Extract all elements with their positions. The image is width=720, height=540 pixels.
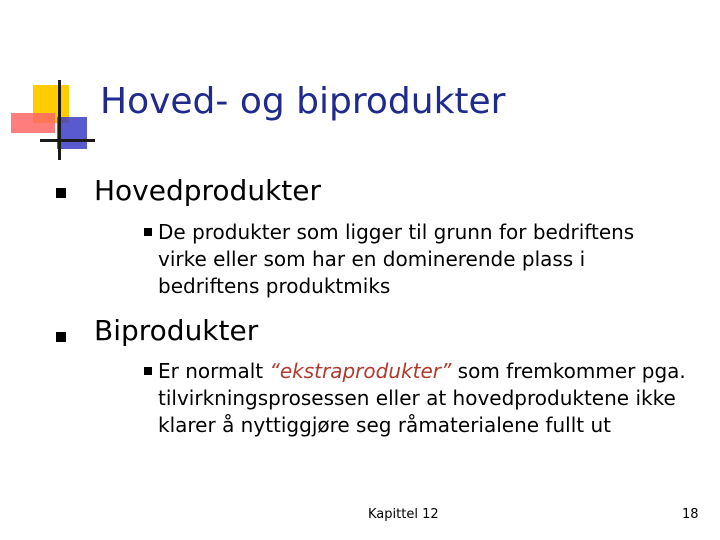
emphasis-text: “ekstraprodukter” bbox=[269, 359, 452, 383]
logo-vertical-line bbox=[58, 80, 61, 160]
logo-blue-square bbox=[57, 117, 87, 149]
text-line: De produkter som ligger til grunn for bedriftens bbox=[158, 220, 635, 244]
text-segment: som fremkommer pga. bbox=[451, 359, 686, 383]
bullet-heading-hovedprodukter: Hovedprodukter bbox=[94, 174, 322, 207]
bullet-marker bbox=[56, 188, 66, 198]
sub-bullet-marker bbox=[144, 367, 152, 375]
text-line: tilvirkningsprosessen eller at hovedproduktene ikke bbox=[158, 386, 676, 410]
slide-title: Hoved- og biprodukter bbox=[100, 81, 506, 122]
slide-logo bbox=[0, 0, 110, 170]
sub-bullet-marker bbox=[144, 228, 152, 236]
bullet-heading-biprodukter: Biprodukter bbox=[94, 314, 259, 347]
text-line: bedriftens produktmiks bbox=[158, 274, 391, 298]
text-line bbox=[158, 358, 720, 385]
bullet-marker bbox=[56, 332, 66, 342]
text-line: klarer å nyttiggjøre seg råmaterialene fullt ut bbox=[158, 413, 611, 437]
text-line: virke eller som har en dominerende plass i bbox=[158, 247, 586, 271]
logo-horizontal-line bbox=[40, 139, 95, 142]
sub-bullet-text-hovedprodukter bbox=[158, 219, 720, 300]
footer-chapter: Kapittel 12 bbox=[368, 507, 439, 522]
text-segment: Er normalt bbox=[158, 359, 270, 383]
logo-red-bar bbox=[11, 113, 55, 133]
footer-page-number: 18 bbox=[682, 507, 699, 522]
sub-bullet-text-biprodukter bbox=[158, 358, 720, 439]
